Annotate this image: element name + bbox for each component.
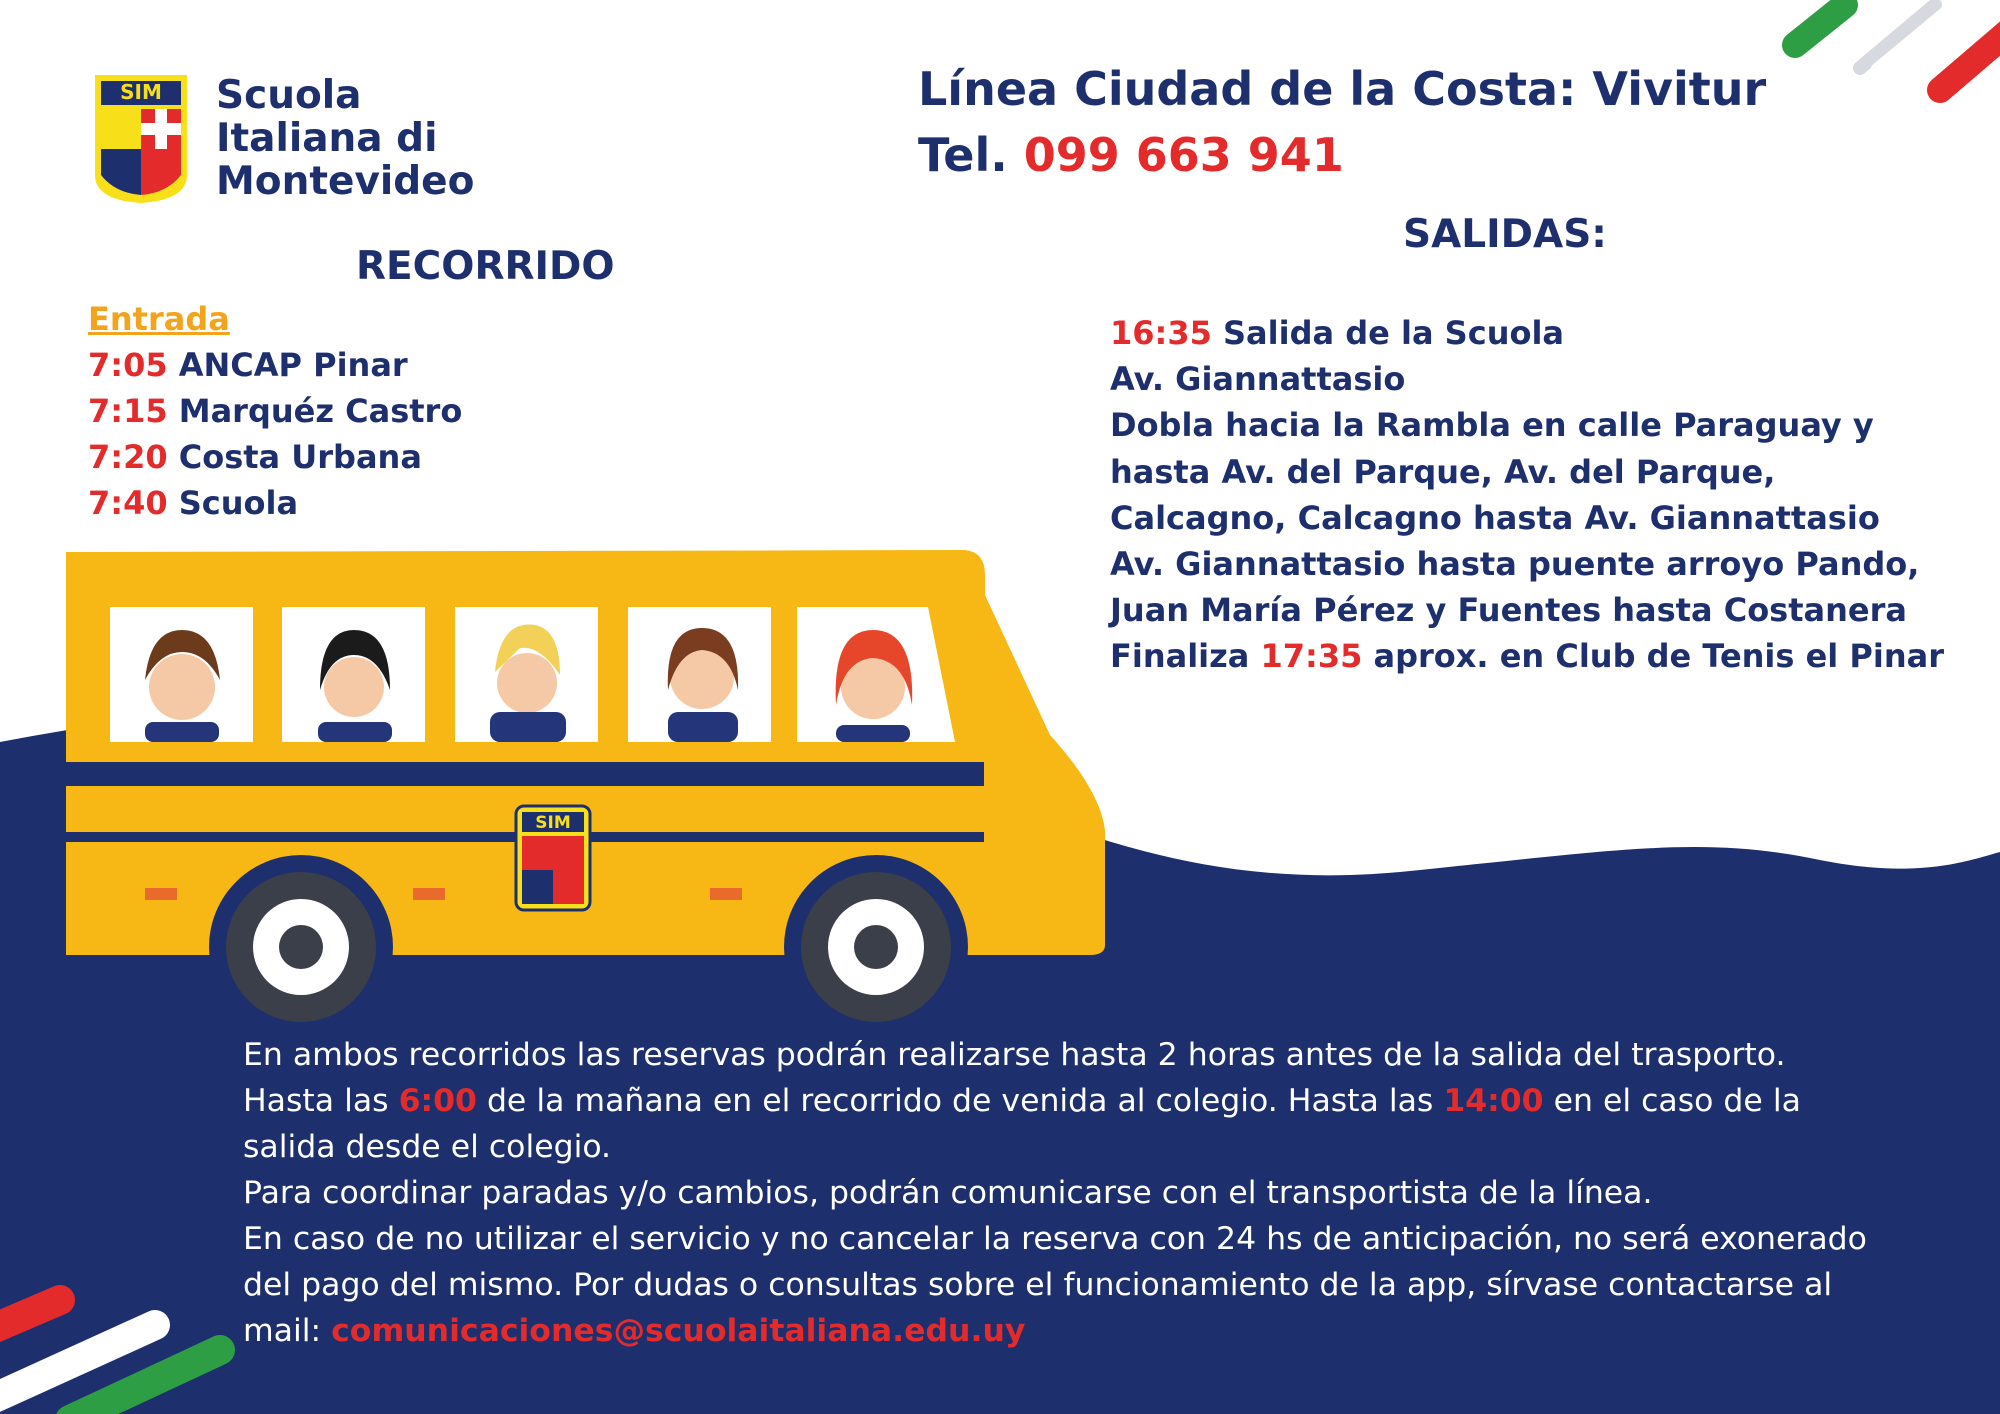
logo-badge-text: SIM [120, 80, 162, 104]
stop-time: 7:05 [88, 346, 168, 384]
stop-place: Marquéz Castro [178, 392, 463, 430]
notice-line: salida desde el colegio. [243, 1129, 612, 1165]
notice-time: 14:00 [1443, 1083, 1544, 1119]
end-time: 17:35 [1260, 637, 1363, 676]
start-text: Salida de la Scuola [1223, 314, 1565, 352]
salidas-end [1110, 633, 1944, 679]
salidas-list [1110, 310, 1944, 680]
stop-time: 7:40 [88, 484, 168, 522]
stop-time: 7:20 [88, 438, 168, 476]
tel-number: 099 663 941 [1023, 128, 1344, 182]
start-time: 16:35 [1110, 314, 1212, 352]
route-stop [88, 434, 462, 480]
salidas-heading: SALIDAS: [1403, 212, 1607, 257]
entrada-label: Entrada [88, 300, 230, 338]
salidas-line: Dobla hacia la Rambla en calle Paraguay y [1110, 406, 1874, 445]
salidas-start [1110, 310, 1944, 356]
school-name-line2: Italiana di [216, 116, 438, 161]
line-title: Línea Ciudad de la Costa: Vivitur [918, 62, 1767, 116]
notice-time: 6:00 [398, 1083, 477, 1119]
telephone [918, 128, 1344, 182]
route-stop [88, 342, 462, 388]
stop-place: ANCAP Pinar [178, 346, 408, 384]
recorrido-heading: RECORRIDO [356, 244, 615, 289]
school-name [216, 74, 474, 203]
tel-label: Tel. [918, 128, 1008, 182]
mail-label: mail: [243, 1313, 322, 1349]
school-name-line3: Montevideo [216, 159, 475, 204]
salidas-line: Av. Giannattasio hasta puente arroyo Pando, [1110, 545, 1920, 584]
stop-time: 7:15 [88, 392, 168, 430]
notice-text: de la mañana en el recorrido de venida al colegio. Hasta las [486, 1083, 1434, 1119]
notice-line: En caso de no utilizar el servicio y no cancelar la reserva con 24 hs de anticipación, no será exonerado [243, 1221, 1867, 1257]
notice-text: en el caso de la [1553, 1083, 1801, 1119]
salidas-line: Juan María Pérez y Fuentes hasta Costanera [1110, 591, 1907, 630]
reservation-notice [243, 1032, 1943, 1354]
notice-text: Hasta las [243, 1083, 389, 1119]
italian-stripes-top-right [1795, 5, 2000, 90]
salidas-line: Calcagno, Calcagno hasta Av. Giannattasio [1110, 498, 1880, 537]
notice-line [243, 1078, 1943, 1124]
notice-line: En ambos recorridos las reservas podrán realizarse hasta 2 horas antes de la salida del trasporto. [243, 1037, 1786, 1073]
route-stop [88, 388, 462, 434]
notice-line: Para coordinar paradas y/o cambios, podrán comunicarse con el transportista de la línea. [243, 1175, 1653, 1211]
stop-place: Scuola [178, 484, 299, 522]
route-stop [88, 480, 462, 526]
notice-line [243, 1308, 1943, 1354]
notice-line: del pago del mismo. Por dudas o consultas sobre el funcionamiento de la app, sírvase contactarse al [243, 1267, 1833, 1303]
salidas-line: hasta Av. del Parque, Av. del Parque, [1110, 452, 1776, 491]
stop-place: Costa Urbana [178, 438, 422, 476]
end-suffix: aprox. en Club de Tenis el Pinar [1373, 637, 1944, 676]
school-name-line1: Scuola [216, 73, 362, 118]
email-link[interactable]: comunicaciones@scuolaitaliana.edu.uy [331, 1313, 1026, 1349]
salidas-line: Av. Giannattasio [1110, 360, 1406, 399]
recorrido-list [88, 296, 462, 526]
svg-text:SIM: SIM [535, 813, 571, 833]
end-prefix: Finaliza [1110, 637, 1250, 676]
